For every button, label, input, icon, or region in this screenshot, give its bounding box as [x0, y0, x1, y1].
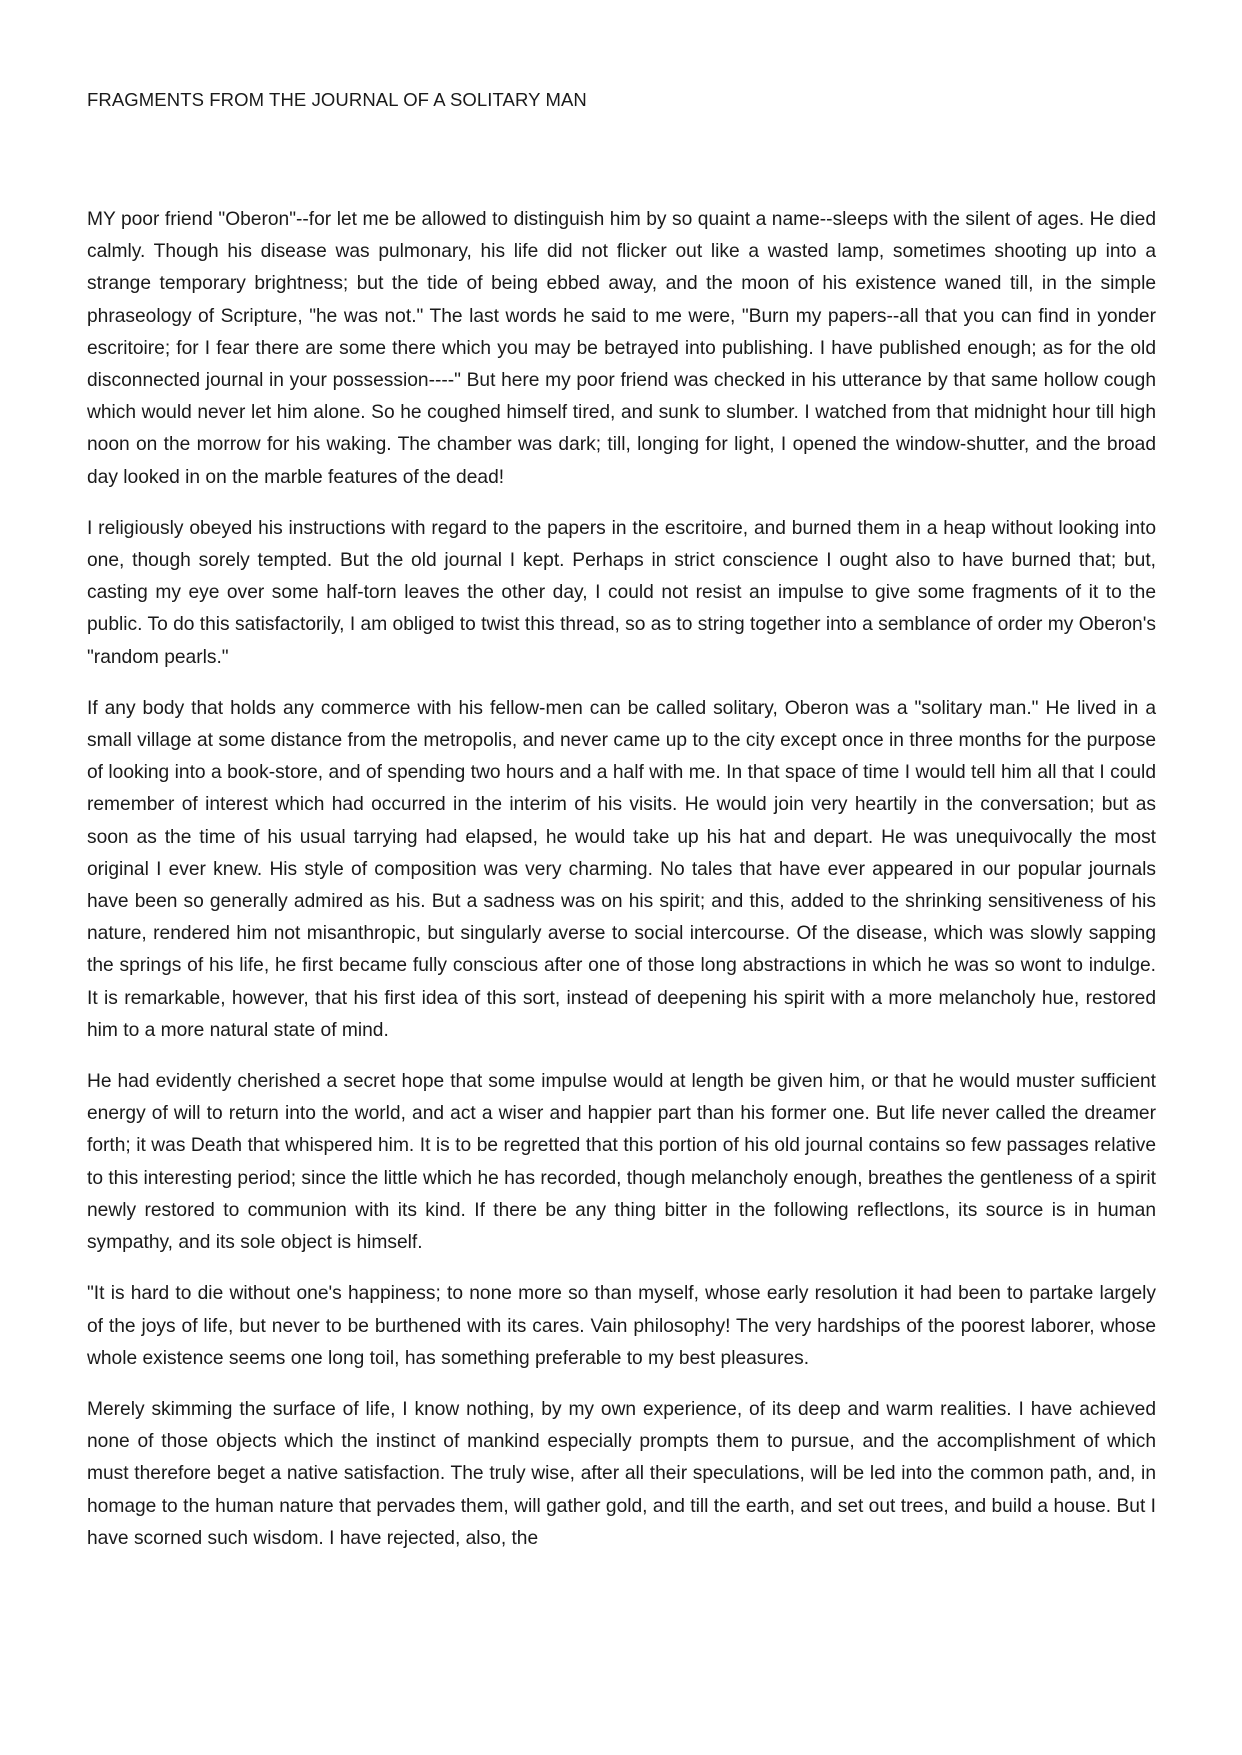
paragraph-2: I religiously obeyed his instructions with regard to the papers in the escritoire, and burned them in a heap without looking into one, though sorely tempted. But the old journal I kept. Perhaps in strict conscience I ought also to have burned that; but, casting my eye over some half-torn leaves the other day, I could not resist an impulse to give some fragments of it to the public. To do this satisfactorily, I am obliged to twist this thread, so as to string together into a semblance of order my Oberon's "random pearls."	[87, 517, 1156, 668]
document-title: FRAGMENTS FROM THE JOURNAL OF A SOLITARY MAN	[87, 89, 587, 110]
paragraph-5: "It is hard to die without one's happiness; to none more so than myself, whose early resolution it had been to partake largely of the joys of life, but never to be burthened with its cares. Vain philosophy! The very hardships of the poorest laborer, whose whole existence seems one long toil, has something preferable to my best pleasures.	[87, 1283, 1156, 1369]
paragraph-4: He had evidently cherished a secret hope that some impulse would at length be given him, or that he would muster sufficient energy of will to return into the world, and act a wiser and happier part than his former one. But life never called the dreamer forth; it was Death that whispered him. It is to be regretted that this portion of his old journal contains so few passages relative to this interesting period; since the little which he has recorded, though melancholy enough, breathes the gentleness of a spirit newly restored to communion with its kind. If there be any thing bitter in the following reflectlons, its source is in human sympathy, and its sole object is himself.	[87, 1071, 1156, 1254]
document-body	[87, 204, 1156, 1555]
paragraph-1: MY poor friend "Oberon"--for let me be allowed to distinguish him by so quaint a name--sleeps with the silent of ages. He died calmly. Though his disease was pulmonary, his life did not flicker out like a wasted lamp, sometimes shooting up into a strange temporary brightness; but the tide of being ebbed away, and the moon of his existence waned till, in the simple phraseology of Scripture, "he was not." The last words he said to me were, "Burn my papers--all that you can find in yonder escritoire; for I fear there are some there which you may be betrayed into publishing. I have published enough; as for the old disconnected journal in your possession----" But here my poor friend was checked in his utterance by that same hollow cough which would never let him alone. So he coughed himself tired, and sunk to slumber. I watched from that midnight hour till high noon on the morrow for his waking. The chamber was dark; till, longing for light, I opened the window-shutter, and the broad day looked in on the marble features of the dead!	[87, 209, 1156, 488]
paragraph-6: Merely skimming the surface of life, I know nothing, by my own experience, of its deep and warm realities. I have achieved none of those objects which the instinct of mankind especially prompts them to pursue, and the accomplishment of which must therefore beget a native satisfaction. The truly wise, after all their speculations, will be led into the common path, and, in homage to the human nature that pervades them, will gather gold, and till the earth, and set out trees, and build a house. But I have scorned such wisdom. I have rejected, also, the	[87, 1398, 1156, 1549]
document-page	[87, 86, 1156, 1574]
paragraph-3: If any body that holds any commerce with his fellow-men can be called solitary, Oberon was a "solitary man." He lived in a small village at some distance from the metropolis, and never came up to the city except once in three months for the purpose of looking into a book-store, and of spending two hours and a half with me. In that space of time I would tell him all that I could remember of interest which had occurred in the interim of his visits. He would join very heartily in the conversation; but as soon as the time of his usual tarrying had elapsed, he would take up his hat and depart. He was unequivocally the most original I ever knew. His style of composition was very charming. No tales that have ever appeared in our popular journals have been so generally admired as his. But a sadness was on his spirit; and this, added to the shrinking sensitiveness of his nature, rendered him not misanthropic, but singularly averse to social intercourse. Of the disease, which was slowly sapping the springs of his life, he first became fully conscious after one of those long abstractions in which he was so wont to indulge. It is remarkable, however, that his first idea of this sort, instead of deepening his spirit with a more melancholy hue, restored him to a more natural state of mind.	[87, 697, 1156, 1041]
